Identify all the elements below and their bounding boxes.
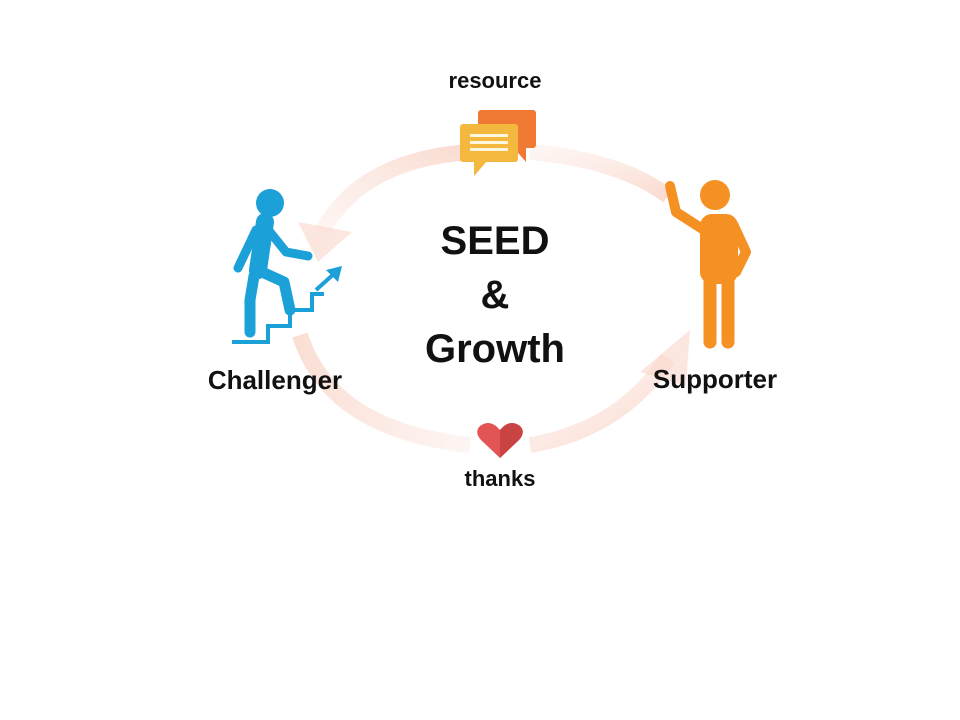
center-title <box>400 214 590 376</box>
cycle-arrow-top-right <box>530 152 668 196</box>
chat-bubbles-icon <box>460 110 536 176</box>
heart-icon <box>477 423 523 458</box>
title-line-ampersand: & <box>480 273 510 317</box>
challenger-label: Challenger <box>207 365 343 395</box>
thanks-label: thanks <box>464 466 536 491</box>
title-line-seed: SEED <box>440 219 550 263</box>
person-raising-hand-icon <box>670 180 746 342</box>
resource-label: resource <box>448 68 542 93</box>
title-line-growth: Growth <box>425 327 565 371</box>
supporter-label: Supporter <box>652 364 778 394</box>
